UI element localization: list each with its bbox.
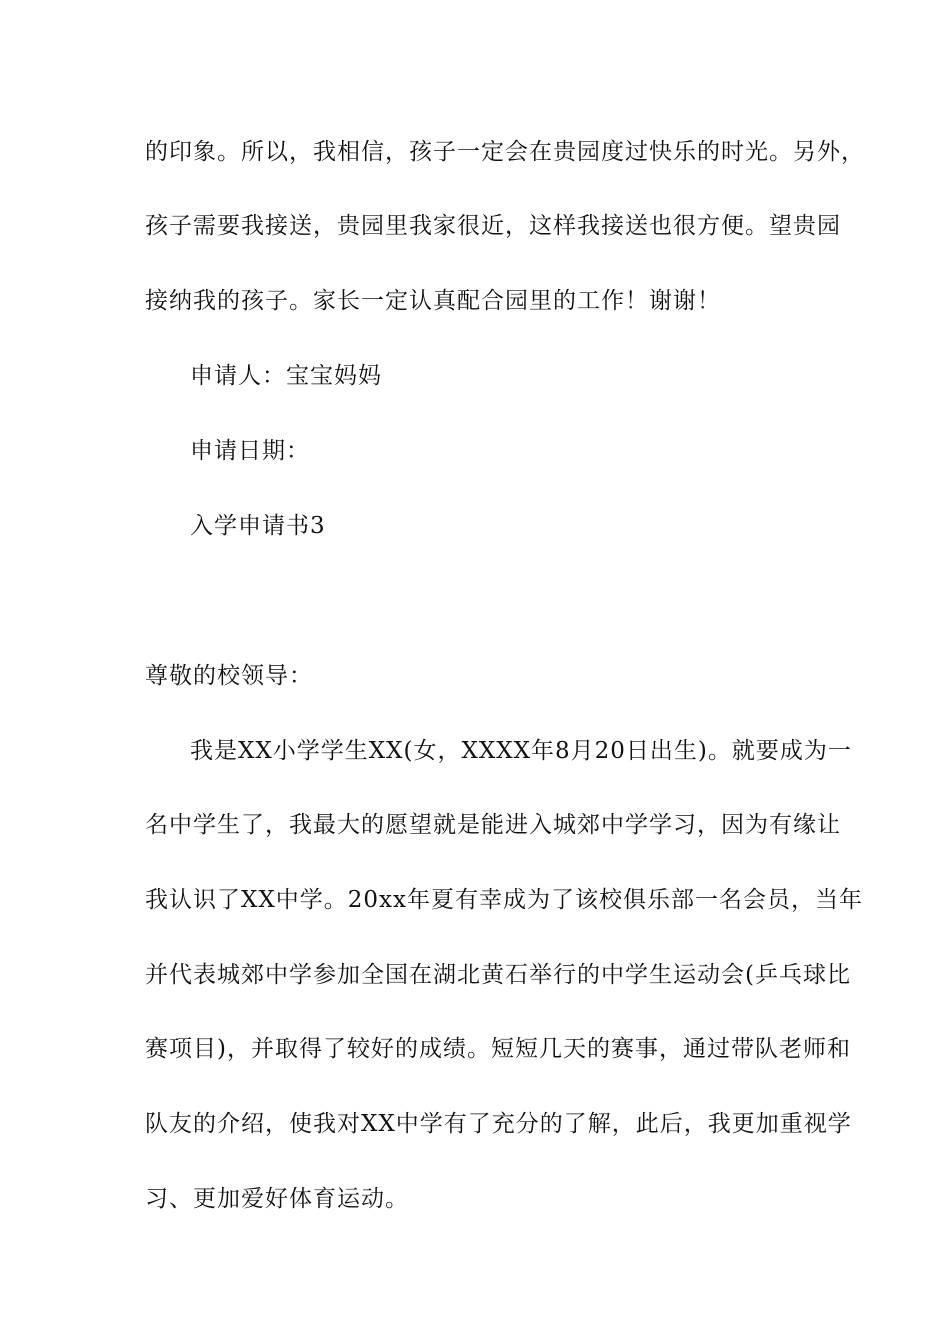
body-text-line: 的印象。所以，我相信，孩子一定会在贵园度过快乐的时光。另外，	[145, 139, 865, 165]
section-heading: 入学申请书3	[190, 513, 326, 539]
salutation: 尊敬的校领导：	[145, 663, 313, 689]
body-text-line: 我是XX小学学生XX(女，XXXX年8月20日出生)。就要成为一	[190, 738, 852, 764]
application-date-line: 申请日期：	[190, 438, 310, 464]
body-text-line: 孩子需要我接送，贵园里我家很近，这样我接送也很方便。望贵园	[145, 213, 841, 239]
body-text-line: 习、更加爱好体育运动。	[145, 1186, 409, 1212]
body-text-line: 名中学生了，我最大的愿望就是能进入城郊中学学习，因为有缘让	[145, 812, 841, 838]
body-text-line: 并代表城郊中学参加全国在湖北黄石举行的中学生运动会(乒乓球比	[145, 962, 851, 988]
body-text-line: 我认识了XX中学。20xx年夏有幸成为了该校俱乐部一名会员，当年	[145, 887, 863, 913]
body-text-line: 队友的介绍，使我对XX中学有了充分的了解，此后，我更加重视学	[145, 1111, 852, 1137]
body-text-line: 赛项目)，并取得了较好的成绩。短短几天的赛事，通过带队老师和	[145, 1036, 851, 1062]
body-text-line: 接纳我的孩子。家长一定认真配合园里的工作！谢谢！	[145, 288, 721, 314]
applicant-line: 申请人：宝宝妈妈	[190, 363, 382, 389]
